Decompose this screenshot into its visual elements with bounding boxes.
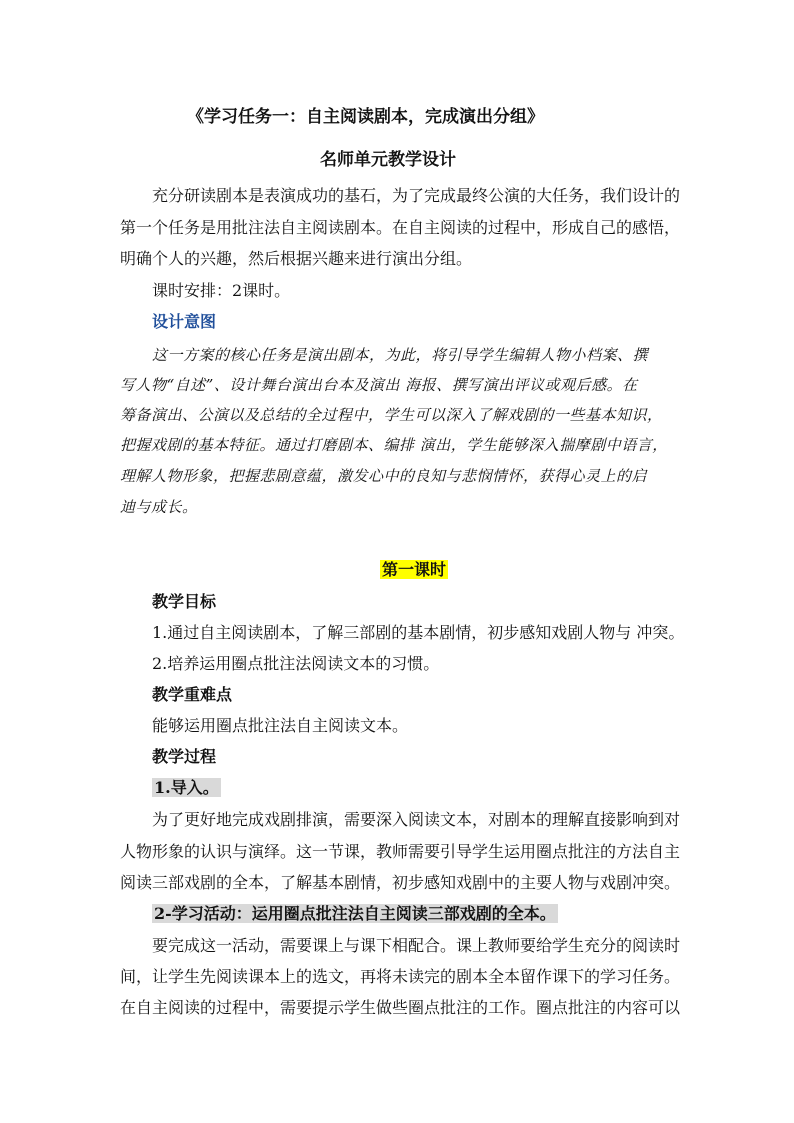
- goal-item: 1.通过自主阅读剧本，了解三部剧的基本剧情，初步感知戏剧人物与 冲突。: [152, 623, 685, 642]
- intro-line: 充分研读剧本是表演成功的基石，为了完成最终公演的大任务，我们设计的: [152, 186, 681, 205]
- step2-heading: 2-学习活动：运用圈点批注法自主阅读三部戏剧的全本。: [154, 904, 556, 923]
- goal-item: 2.培养运用圈点批注法阅读文本的习惯。: [152, 654, 440, 673]
- intro-line: 第一个任务是用批注法自主阅读剧本。在自主阅读的过程中，形成自己的感悟，: [120, 218, 681, 237]
- step1-line: 人物形象的认识与演绎。这一节课，教师需要引导学生运用圈点批注的方法自主: [120, 842, 681, 861]
- design-intent-line: 这一方案的核心任务是演出剧本，为此，将引导学生编辑人物小档案、撰: [152, 346, 649, 364]
- design-intent-line: 写人物“自述”、设计舞台演出台本及演出 海报、撰写演出评议或观后感。在: [120, 376, 638, 394]
- intro-line: 明确个人的兴趣，然后根据兴趣来进行演出分组。: [120, 249, 473, 268]
- process-heading: 教学过程: [152, 747, 217, 766]
- design-intent-line: 把握戏剧的基本特征。通过打磨剧本、编排 演出，学生能够深入揣摩剧中语言，: [120, 436, 668, 454]
- step1-heading-wrap: [152, 778, 221, 798]
- step2-line: 在自主阅读的过程中，需要提示学生做些圈点批注的工作。圈点批注的内容可以: [120, 998, 681, 1017]
- document-subtitle: 名师单元教学设计: [320, 150, 456, 170]
- step1-line: 为了更好地完成戏剧排演，需要深入阅读文本，对剧本的理解直接影响到对: [152, 810, 681, 829]
- design-intent-line: 筹备演出、公演以及总结的全过程中，学生可以深入了解戏剧的一些基本知识，: [120, 406, 663, 424]
- lesson-label-wrap: [380, 560, 448, 580]
- design-intent-line: 迪与成长。: [120, 498, 198, 516]
- document-title: 《学习任务一：自主阅读剧本，完成演出分组》: [187, 107, 544, 127]
- step2-heading-wrap: [152, 904, 558, 924]
- step2-line: 要完成这一活动，需要课上与课下相配合。课上教师要给学生充分的阅读时: [152, 936, 681, 955]
- step1-heading: 1.导入。: [154, 778, 219, 797]
- goals-heading: 教学目标: [152, 592, 217, 611]
- schedule-text: 课时安排：2课时。: [152, 281, 291, 300]
- design-intent-line: 理解人物形象，把握悲剧意蕴，激发心中的良知与悲悯情怀，获得心灵上的启: [120, 467, 648, 485]
- step1-line: 阅读三部戏剧的全本，了解基本剧情，初步感知戏剧中的主要人物与戏剧冲突。: [120, 873, 681, 892]
- step2-line: 间，让学生先阅读课本上的选文，再将未读完的剧本全本留作课下的学习任务。: [120, 967, 681, 986]
- lesson-label: 第一课时: [382, 560, 447, 579]
- key-text: 能够运用圈点批注法自主阅读文本。: [152, 716, 409, 735]
- design-intent-heading: 设计意图: [152, 312, 217, 331]
- key-heading: 教学重难点: [152, 685, 233, 704]
